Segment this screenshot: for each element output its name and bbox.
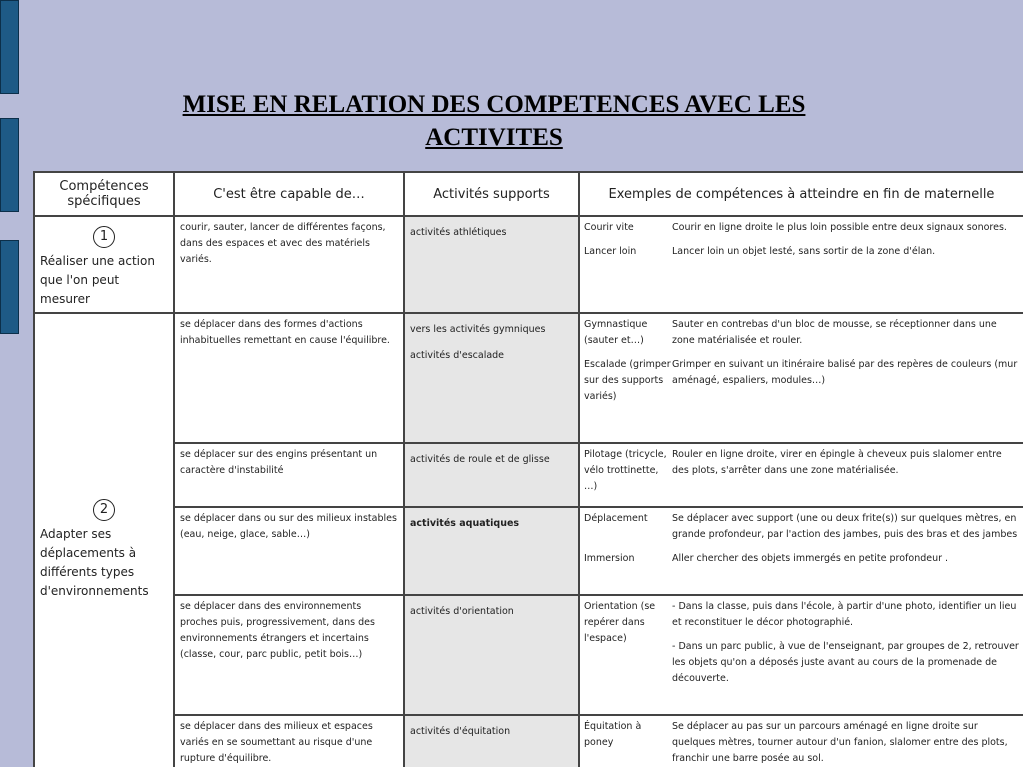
example-text: Rouler en ligne droite, virer en épingle à cheveux puis slalomer entre des plots, s'arrêter dans une zone matérialisée. (672, 449, 1002, 476)
activity-cell (404, 313, 579, 443)
header-competences: Compétences spécifiques (34, 172, 174, 216)
example-label: Pilotage (tricycle, vélo trottinette, …) (584, 449, 667, 492)
title-line-2: ACTIVITES (425, 124, 563, 151)
activity-escalade: activités d'escalade (410, 350, 505, 361)
example-pair (584, 357, 1019, 405)
example-label: Lancer loin (584, 246, 637, 257)
example-pair (584, 244, 1019, 260)
activity-gymnique: vers les activités gymniques (410, 324, 546, 335)
header-capable: C'est être capable de… (174, 172, 404, 216)
table-row (34, 313, 1023, 443)
capable-cell: se déplacer dans des milieux et espaces variés en se soumettant au risque d'une rupture d'équilibre. (174, 715, 404, 767)
example-pair (584, 220, 1019, 236)
activity-cell: activités de roule et de glisse (404, 443, 579, 507)
header-activites: Activités supports (404, 172, 579, 216)
example-text: Se déplacer au pas sur un parcours aménagé en ligne droite sur quelques mètres, tourner autour d'un fanion, slalomer entre des plots, franchir une barre posée au sol. (672, 721, 1008, 764)
example-label: Courir vite (584, 222, 634, 233)
example-cell (579, 443, 1023, 507)
example-pair (584, 511, 1019, 543)
capable-cell: courir, sauter, lancer de différentes façons, dans des espaces et avec des matériels variés. (174, 216, 404, 313)
example-cell (579, 507, 1023, 595)
example-text: Grimper en suivant un itinéraire balisé par des repères de couleurs (mur aménagé, espaliers, modules…) (672, 359, 1018, 386)
example-text: Aller chercher des objets immergés en petite profondeur . (672, 553, 949, 564)
title-line-1: MISE EN RELATION DES COMPETENCES AVEC LES (182, 91, 806, 118)
competence-number-1: 1 (93, 226, 115, 248)
example-text: - Dans la classe, puis dans l'école, à partir d'une photo, identifier un lieu et reconstituer le décor photographié. (672, 601, 1017, 628)
example-label: Gymnastique (sauter et…) (584, 319, 648, 346)
competence-1-label: Réaliser une action que l'on peut mesurer (40, 254, 155, 306)
side-tab-1[interactable] (0, 0, 19, 94)
example-pair (584, 551, 1019, 567)
example-pair (584, 719, 1019, 767)
example-label: Escalade (grimper sur des supports variés) (584, 359, 671, 402)
table-row (34, 715, 1023, 767)
example-text: - Dans un parc public, à vue de l'enseignant, par groupes de 2, retrouver les objets qu'on a déposés juste avant au cours de la promenade de découverte. (672, 641, 1019, 684)
example-cell (579, 595, 1023, 715)
table-row (34, 216, 1023, 313)
example-pair (584, 599, 1019, 687)
activity-cell: activités athlétiques (404, 216, 579, 313)
competence-table-container (33, 171, 1023, 767)
example-cell (579, 216, 1023, 313)
side-tab-2[interactable] (0, 118, 19, 212)
example-pair (584, 447, 1019, 495)
table-row (34, 595, 1023, 715)
table-row (34, 443, 1023, 507)
capable-cell: se déplacer dans des formes d'actions inhabituelles remettant en cause l'équilibre. (174, 313, 404, 443)
side-tab-3[interactable] (0, 240, 19, 334)
capable-cell: se déplacer dans des environnements proches puis, progressivement, dans des environnements étrangers et incertains (classe, cour, parc public, petit bois…) (174, 595, 404, 715)
example-text: Courir en ligne droite le plus loin possible entre deux signaux sonores. (672, 222, 1007, 233)
table-row (34, 507, 1023, 595)
header-exemples: Exemples de compétences à atteindre en fin de maternelle (579, 172, 1023, 216)
example-label: Orientation (se repérer dans l'espace) (584, 601, 656, 644)
example-label: Équitation à poney (584, 721, 642, 748)
competence-2-cell (34, 313, 174, 767)
example-text: Sauter en contrebas d'un bloc de mousse, se réceptionner dans une zone matérialisée et rouler. (672, 319, 997, 346)
competence-1-cell (34, 216, 174, 313)
activity-cell: activités d'équitation (404, 715, 579, 767)
example-text: Lancer loin un objet lesté, sans sortir de la zone d'élan. (672, 246, 936, 257)
competence-2-label: Adapter ses déplacements à différents types d'environnements (40, 527, 149, 598)
competence-number-2: 2 (93, 499, 115, 521)
example-cell (579, 715, 1023, 767)
header-row (34, 172, 1023, 216)
capable-cell: se déplacer sur des engins présentant un caractère d'instabilité (174, 443, 404, 507)
capable-cell: se déplacer dans ou sur des milieux instables (eau, neige, glace, sable…) (174, 507, 404, 595)
competence-table (33, 171, 1023, 767)
example-pair (584, 317, 1019, 349)
activity-cell: activités aquatiques (404, 507, 579, 595)
page-title (60, 88, 928, 154)
example-text-group (672, 599, 1019, 687)
activity-cell: activités d'orientation (404, 595, 579, 715)
example-cell (579, 313, 1023, 443)
example-text: Se déplacer avec support (une ou deux frite(s)) sur quelques mètres, en grande profondeur, par l'action des jambes, puis des bras et des jambes (672, 513, 1018, 540)
example-label: Immersion (584, 553, 635, 564)
example-label: Déplacement (584, 513, 648, 524)
